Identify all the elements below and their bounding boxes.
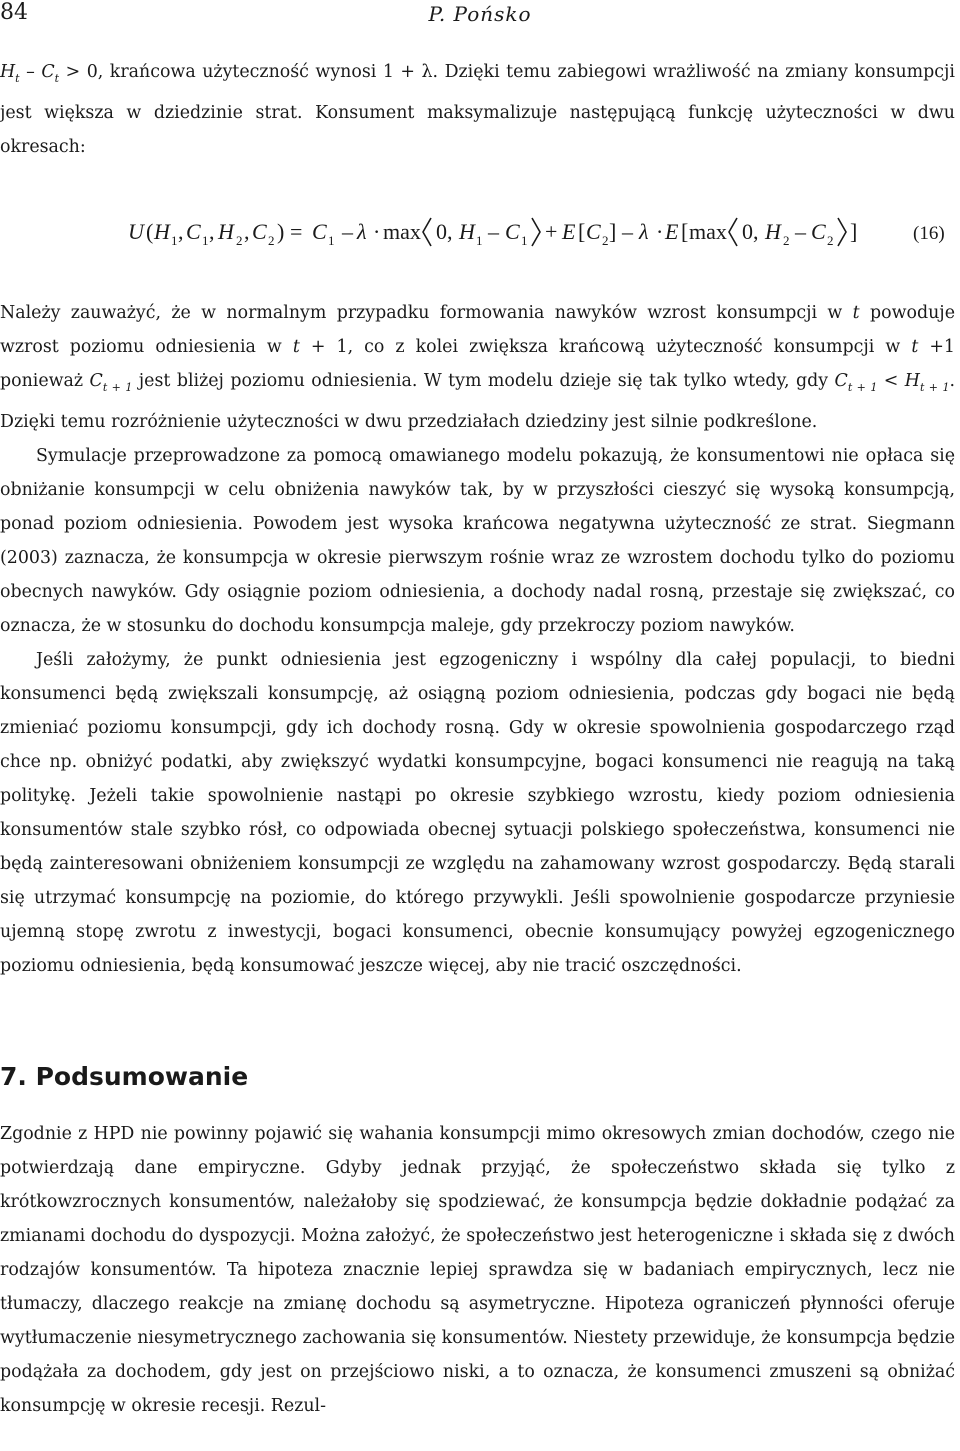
section-heading: 7. Podsumowanie [0,1062,249,1091]
text-run: . Dzięki temu rozróżnienie użyteczności w dwu przedziałach dziedziny jest silnie podkreślone. [0,371,955,432]
eq-max: max [689,219,727,244]
math-var-h: H [904,371,920,391]
math-var-c: C [834,371,848,391]
eq-minus: – [795,219,806,244]
eq-minus: – [622,219,633,244]
text-run: + 1, co z kolei zwiększa krańcową użyteczność konsumpcji w [299,337,912,357]
math-sub: t + 1 [102,381,133,394]
document-body [0,55,955,1423]
paragraph-summary: Zgodnie z HPD nie powinny pojawić się wahania konsumpcji mimo okresowych zmian dochodów, czego nie potwierdzają dane empiryczne. Gdyby jednak przyjąć, że społeczeństwo składa się tylko z krótkowzrocznych konsumentów, należałoby się spodziewać, że konsumpcja będzie dokładnie podążać za zmianami dochodu do dyspozycji. Można założyć, że społeczeństwo jest heterogeniczne i składa się z dwóch rodzajów konsumentów. Ta hipoteza znacznie lepiej sprawdza się w badaniach empirycznych, lecz nie tłumaczy, dlaczego reakcje na zmianę dochodu są asymetryczne. Hipoteza ograniczeń płynności oferuje wytłumaczenie niesymetrycznego zachowania się konsumentów. Niestety przewiduje, że konsumpcja będzie podążała za dochodem, gdy jest on przejściowo niski, a to oznacza, że konsumenci zmuszeni są obniżać konsumpcję w okresie recesji. Rezul- [0,1124,955,1416]
math-lt: < [877,371,905,391]
eq-paren: ( [146,219,154,244]
text-run: jest bliżej poziomu odniesienia. W tym modelu dzieje się tak tylko wtedy, gdy [132,371,835,391]
eq-sub: 1 [521,233,528,248]
eq-sub: 2 [236,233,243,248]
eq-minus: – [488,219,499,244]
eq-angle-left [423,218,431,246]
eq-bracket-right: ] [609,219,617,244]
eq-zero: 0, [742,219,759,244]
eq-lambda: λ [639,219,649,244]
paragraph-text: > 0, krańcowa użyteczność wynosi 1 + λ. Dzięki temu zabiegowi wrażliwość na zmiany konsumpcji jest większa w dziedzinie strat. Konsument maksymalizuje następującą funkcję użyteczności w dwu okresach: [0,62,955,157]
math-sub: t + 1 [847,381,878,394]
eq-H: H [765,219,781,244]
eq-C: C [811,219,826,244]
math-sub: t [15,72,20,85]
eq-sub: 2 [827,233,834,248]
eq-H: H [459,219,475,244]
eq-bracket-right: ] [850,219,858,244]
eq-dot: · [656,219,664,244]
eq-lambda: λ [357,219,367,244]
eq-E: E [665,219,679,244]
eq-bracket-left: [ [578,219,586,244]
math-var-c: C [41,62,55,82]
equation-16 [0,164,955,296]
eq-sub: 2 [268,233,275,248]
eq-sub: 1 [328,233,335,248]
eq-C: C [252,219,267,244]
eq-U: U [128,219,144,244]
math-var-t: t [911,337,919,357]
eq-angle-right [532,218,540,246]
eq-sub: 1 [202,233,209,248]
paragraph-2 [0,296,955,439]
paragraph-4: Jeśli założymy, że punkt odniesienia jest egzogeniczny i wspólny dla całej populacji, to biedni konsumenci będą zwiększali konsumpcję, aż osiągną poziom odniesienia, podczas gdy bogaci nie będą zmieniać poziomu konsumpcji, gdy ich dochody rosną. Gdy w okresie spowolnienia gospodarczego rząd chce np. obniżyć podatki, aby zwiększyć wydatki konsumpcyjne, bogaci konsumenci nie reagują na taką politykę. Jeżeli takie spowolnienie nastąpi po okresie szybkiego wzrostu, kiedy poziom odniesienia konsumentów stale szybko rósł, co odpowiada obecnej sytuacji polskiego społeczeństwa, konsumenci nie będą zainteresowani obniżeniem konsumpcji ze względu na zahamowany wzrost gospodarczy. Będą starali się utrzymać konsumpcję na poziomie, do którego przywykli. Jeśli spowolnienie gospodarcze przyniesie ujemną stopę zwrotu z inwestycji, bogaci konsumenci, obecnie konsumujący powyżej egzogenicznego poziomu odniesienia, będą konsumować jeszcze więcej, aby nie tracić oszczędności. [0,650,955,976]
math-sub: t [54,72,60,85]
eq-zero: 0, [436,219,453,244]
text-run: powoduje wzrost poziomu odniesienia w [0,303,955,357]
eq-C: C [186,219,201,244]
eq-sub: 2 [602,233,609,248]
paragraph-3: Symulacje przeprowadzone za pomocą omawianego modelu pokazują, że konsumentowi nie opłaca się obniżanie konsumpcji w celu obniżenia nawyków tak, by w przyszłości cieszyć się wysoką konsumpcją, ponad poziom odniesienia. Powodem jest wysoka krańcowa negatywna użyteczność ze strat. Siegmann (2003) zaznacza, że konsumpcja w okresie pierwszym rośnie wraz ze wzrostem dochodu tylko do poziomu obecnych nawyków. Gdy osiągnie poziom odniesienia, a dochody nadal rosną, przestaje się zwiększać, co oznacza, że w stosunku do dochodu konsumpcja maleje, gdy przekroczy poziom nawyków. [0,446,955,636]
eq-C: C [505,219,520,244]
equation-svg [0,164,955,296]
math-sub: t + 1 [919,381,950,394]
running-head: P. Pońsko [428,2,532,26]
eq-C: C [586,219,601,244]
eq-plus: + [545,219,558,244]
text-run: Należy zauważyć, że w normalnym przypadku formowania nawyków wzrost konsumpcji w [0,303,853,323]
eq-angle-left [729,218,737,246]
math-var-t: t [852,303,860,323]
paragraph-intro [0,55,955,164]
page-number: 84 [0,0,28,25]
eq-H: H [218,219,234,244]
math-var-t: t [292,337,300,357]
eq-dot: · [373,219,381,244]
eq-E: E [562,219,576,244]
eq-bracket-left: [ [681,219,689,244]
text-run: +1 ponieważ [0,337,955,391]
eq-comma: , [209,219,215,244]
eq-paren: ) [277,219,285,244]
math-var-c: C [89,371,103,391]
eq-C: C [312,219,327,244]
equation-number: (16) [913,223,945,244]
eq-sub: 1 [476,233,483,248]
math-minus: – [19,62,42,82]
eq-angle-right [838,218,846,246]
eq-comma: , [244,219,250,244]
eq-minus: – [342,219,353,244]
eq-sub: 1 [171,233,178,248]
eq-sub: 2 [783,233,790,248]
eq-max: max [383,219,421,244]
math-var-h: H [0,62,16,82]
eq-comma: , [178,219,184,244]
eq-equals: = [290,219,303,244]
page-header [0,0,960,28]
eq-H: H [154,219,170,244]
